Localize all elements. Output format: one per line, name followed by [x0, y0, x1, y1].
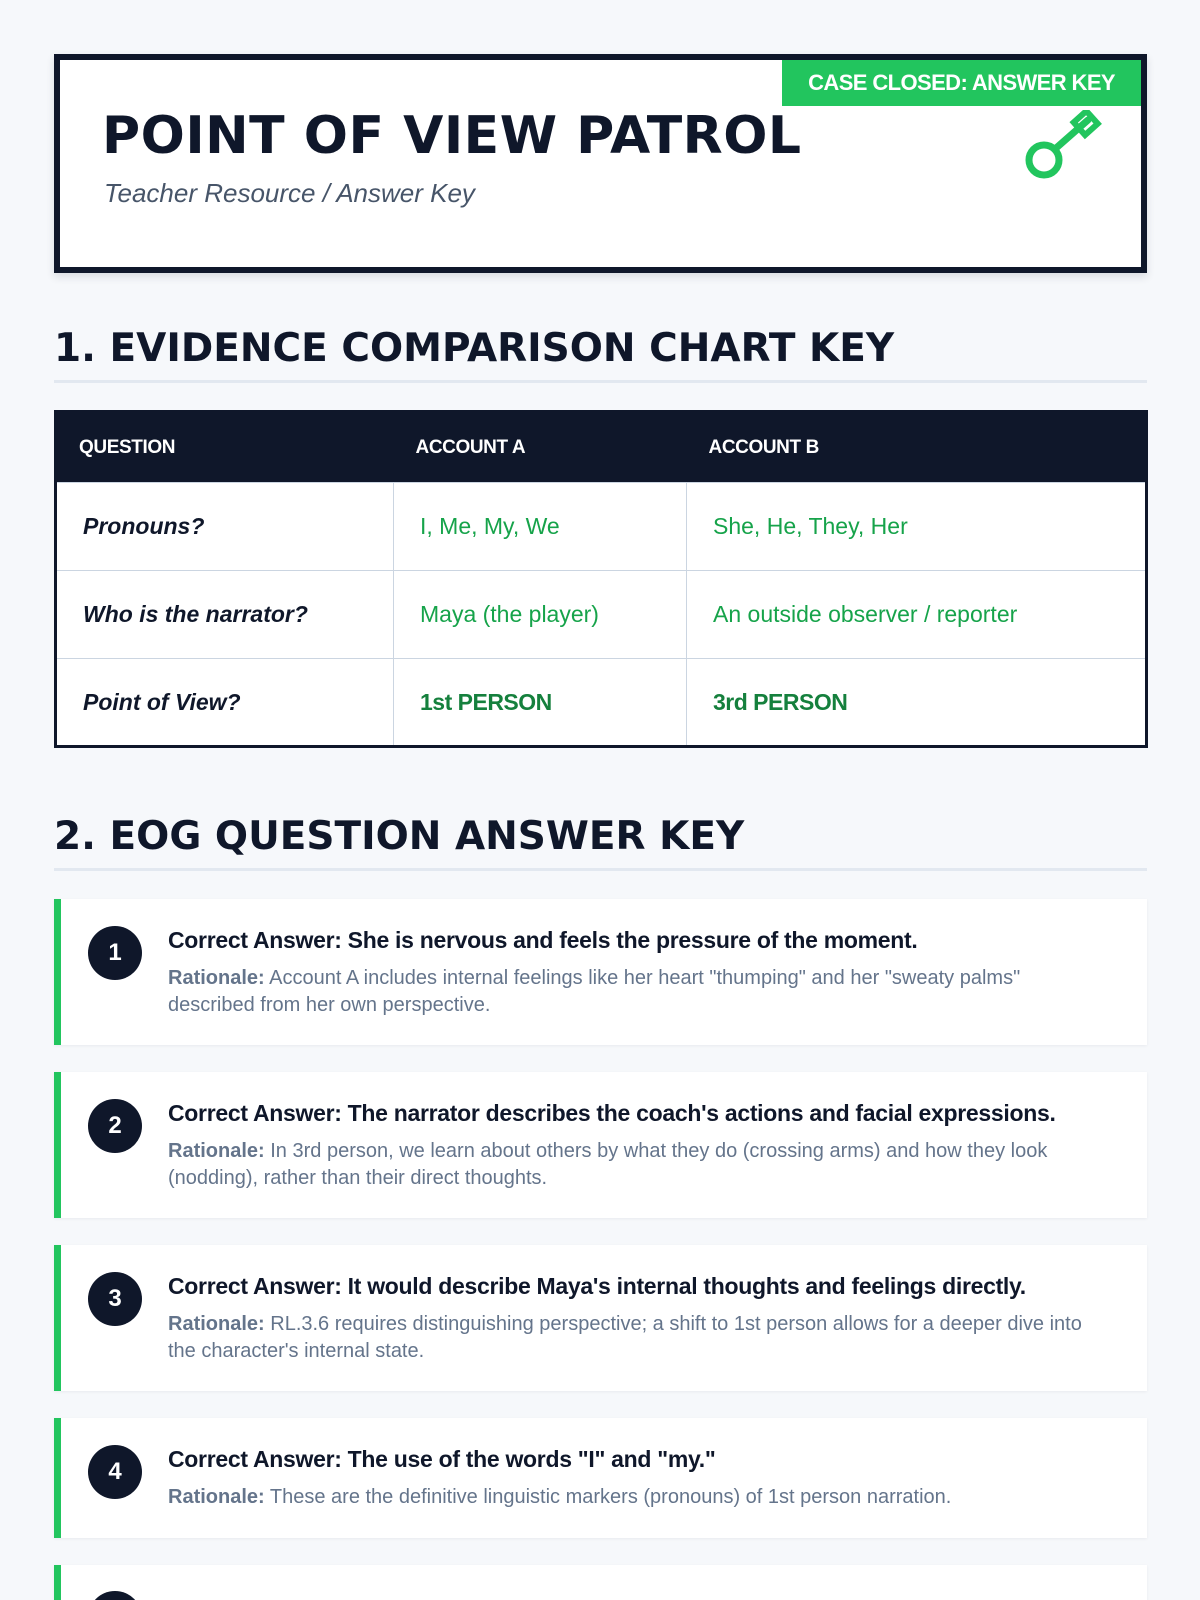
account-b-cell: An outside observer / reporter [687, 571, 1147, 659]
account-a-cell: 1st PERSON [394, 659, 687, 747]
answer-item-2 [54, 1072, 1147, 1218]
question-number-badge [88, 1591, 142, 1600]
rationale-body: RL.3.6 requires distinguishing perspective; a shift to 1st person allows for a deeper dive into the character's internal state. [168, 1313, 1082, 1362]
table-row [56, 571, 1147, 659]
question-number-badge: 1 [88, 926, 142, 980]
header-card [54, 54, 1147, 273]
rationale-label: Rationale: [168, 1486, 265, 1508]
answer-item-3 [54, 1245, 1147, 1391]
rationale-label: Rationale: [168, 1313, 265, 1335]
rationale-body: Account A includes internal feelings like her heart "thumping" and her "sweaty palms" described from her own perspective. [168, 967, 1021, 1016]
correct-answer-text: Correct Answer: The use of the words "I" and "my." [168, 1446, 716, 1472]
correct-answer-text: Correct Answer: It would describe Maya's internal thoughts and feelings directly. [168, 1273, 1026, 1299]
rationale-text [168, 1138, 1109, 1192]
section-title-evidence-chart: 1. EVIDENCE COMPARISON CHART KEY [54, 326, 895, 371]
rationale-text [168, 1484, 1109, 1511]
correct-answer-text: Correct Answer: She is nervous and feels the pressure of the moment. [168, 927, 918, 953]
answer-item-4 [54, 1418, 1147, 1538]
correct-answer-text: Correct Answer: The narrator describes the coach's actions and facial expressions. [168, 1100, 1056, 1126]
account-b-cell: She, He, They, Her [687, 483, 1147, 571]
row-question: Point of View? [56, 659, 394, 747]
rationale-text [168, 1311, 1109, 1365]
row-question: Pronouns? [56, 483, 394, 571]
page-title: POINT OF VIEW PATROL [102, 106, 802, 166]
answer-item-5-partial [54, 1565, 1147, 1600]
account-a-cell: Maya (the player) [394, 571, 687, 659]
account-a-cell: I, Me, My, We [394, 483, 687, 571]
section-divider [54, 380, 1147, 383]
question-number-badge: 2 [88, 1099, 142, 1153]
rationale-label: Rationale: [168, 967, 265, 989]
rationale-body: These are the definitive linguistic markers (pronouns) of 1st person narration. [269, 1486, 952, 1508]
rationale-body: In 3rd person, we learn about others by what they do (crossing arms) and how they look (nodding), rather than their direct thoughts. [168, 1140, 1048, 1189]
column-header-question: QUESTION [56, 412, 394, 483]
rationale-label: Rationale: [168, 1140, 265, 1162]
table-header-row [56, 412, 1147, 483]
page-subtitle: Teacher Resource / Answer Key [104, 178, 475, 208]
question-number-badge: 3 [88, 1272, 142, 1326]
answer-key-badge: CASE CLOSED: ANSWER KEY [782, 60, 1141, 106]
key-icon [1022, 110, 1102, 180]
column-header-account-b: ACCOUNT B [687, 412, 1147, 483]
row-question: Who is the narrator? [56, 571, 394, 659]
section-title-eog-answer-key: 2. EOG QUESTION ANSWER KEY [54, 814, 745, 859]
rationale-text [168, 965, 1109, 1019]
account-b-cell: 3rd PERSON [687, 659, 1147, 747]
question-number-badge: 4 [88, 1445, 142, 1499]
table-row [56, 483, 1147, 571]
table-row [56, 659, 1147, 747]
section-divider [54, 868, 1147, 871]
evidence-comparison-table [54, 410, 1148, 748]
answer-item-1 [54, 899, 1147, 1045]
column-header-account-a: ACCOUNT A [394, 412, 687, 483]
